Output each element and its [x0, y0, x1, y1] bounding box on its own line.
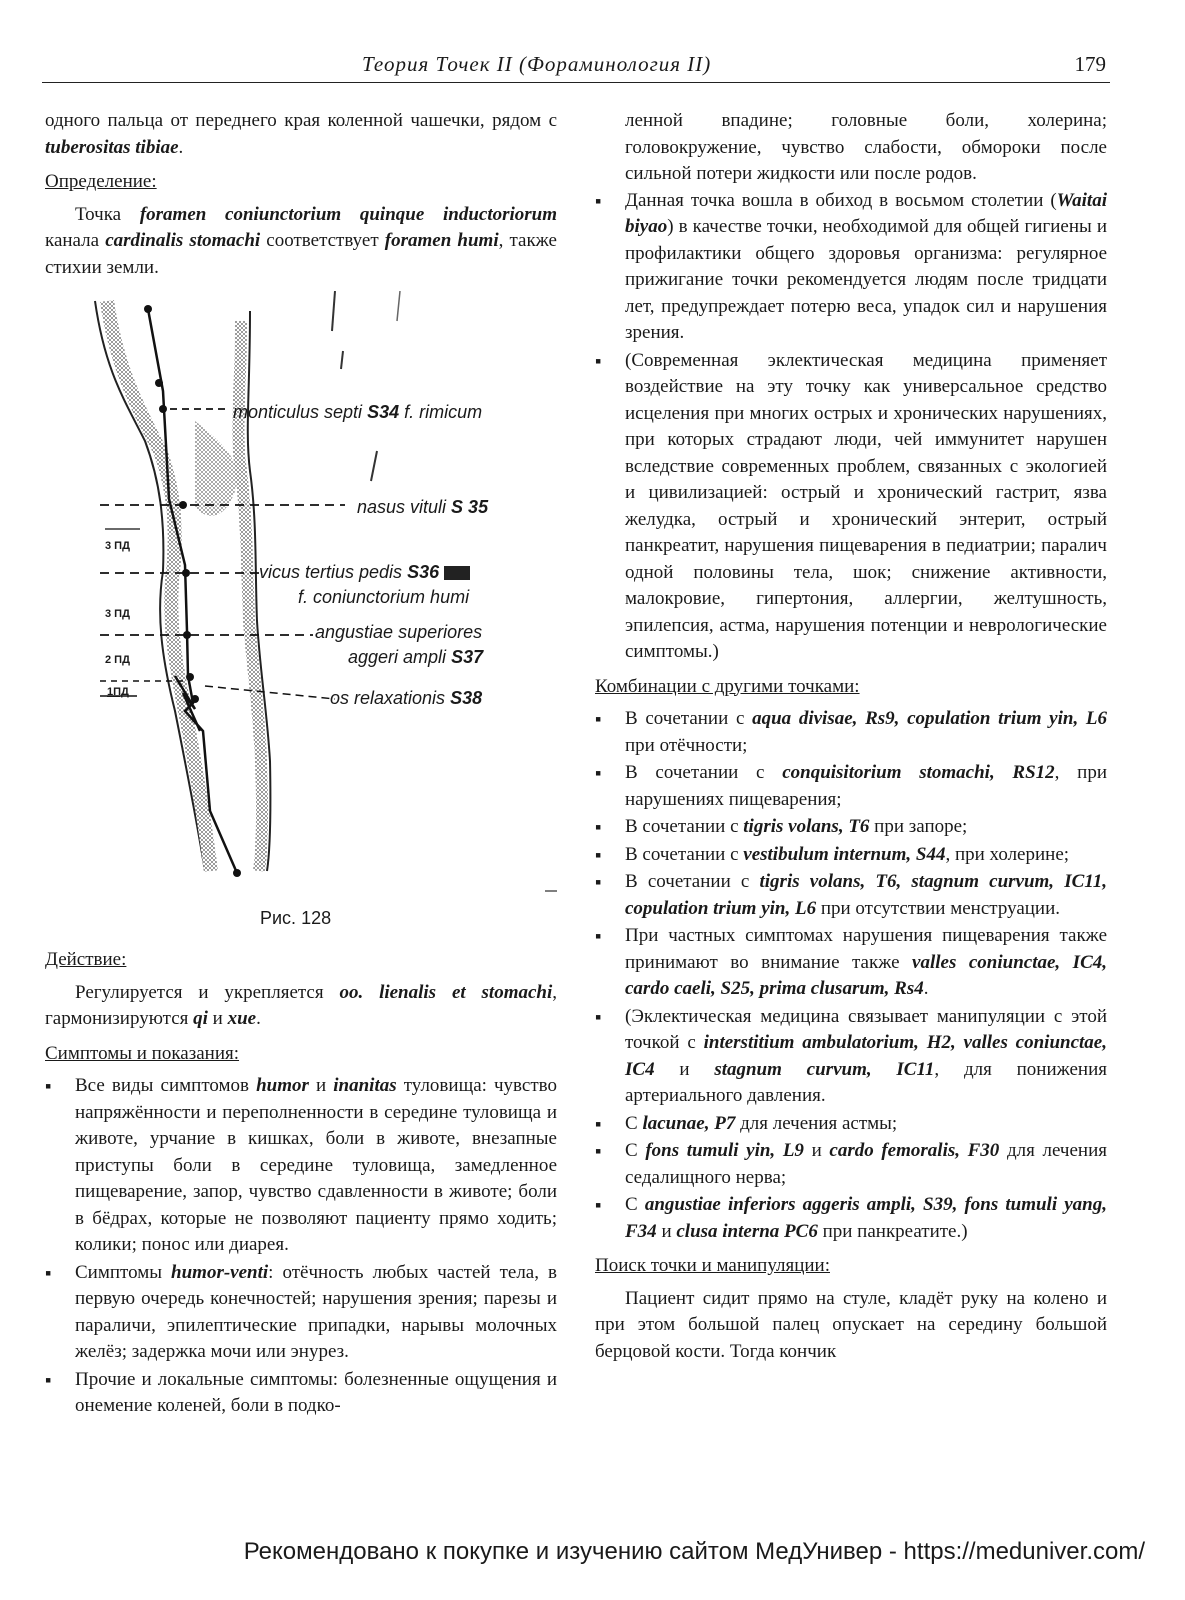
list-item: ▪ С angustiae inferiors aggeris ampli, S39, fons tumuli yang, F34 и clusa interna PC6 при панкреатите.) [595, 1192, 1107, 1245]
level-2pd: 2 ПД [105, 654, 130, 666]
search-paragraph: Пациент сидит прямо на стуле, кладёт руку на колено и при этом большой палец опускает на середину большой берцовой кости. Тогда кончик [595, 1287, 1107, 1362]
figure-caption: Рис. 128 [260, 908, 332, 928]
label-s37-line1: angustiae superiores [315, 622, 483, 642]
list-item: ▪ (Эклектическая медицина связывает манипуляции с этой точкой с interstitium ambulatorium, H2, valles coniunctae, IC4 и stagnum curvum, IC11, для понижения артериального давления. [595, 1004, 1107, 1110]
symptoms-list [45, 1073, 557, 1420]
list-item: ▪ С fons tumuli yin, L9 и cardo femoralis, F30 для лечения седалищного нерва; [595, 1138, 1107, 1191]
list-item: ▪ Симптомы humor-venti: отёчность любых частей тела, в первую очередь конечностей; нарушения зрения; парезы и параличи, эпилептические припадки, нарывы молочных желёз; задержка мочи или энурез. [45, 1260, 557, 1366]
footer-recommendation: Рекомендовано к покупке и изучению сайтом МедУнивер - https://meduniver.com/ [243, 1538, 1145, 1565]
list-item: ▪ Прочие и локальные симптомы: болезненные ощущения и онемение коленей, боли в подко- [45, 1367, 557, 1420]
running-header [42, 52, 1110, 83]
right-column [595, 108, 1107, 1365]
left-column [45, 108, 557, 1421]
label-s35: nasus vituli S 35 [357, 497, 489, 517]
notes-list [595, 188, 1107, 666]
list-item: ▪ В сочетании с aqua divisae, Rs9, copulation trium yin, L6 при отёчности; [595, 706, 1107, 759]
combinations-list [595, 706, 1107, 1245]
list-item: ▪ (Современная эклектическая медицина применяет воздействие на эту точку как универсальное средство исцеления при многих острых и хронических нарушениях, при которых страдают люди, чей иммунитет нарушен вследствие современных проблем, связанных с экологией и цивилизацией: острый и хронический гастрит, язва желудка, острый и хронический энтерит, острый панкреатит, нарушения пищеварения в педиатрии; паралич одной половины тела, шок; снижение активности, малокровие, гипертония, аллергии, желтушность, эпилепсия, астма, нарушения потенции и неврологические симптомы.) [595, 348, 1107, 666]
running-title: Теория Точек II (Фораминология II) [362, 52, 712, 76]
label-s38: os relaxationis S38 [330, 688, 483, 708]
level-3pd-lower: 3 ПД [105, 608, 130, 620]
level-3pd-upper: 3 ПД [105, 540, 130, 552]
definition-paragraph: Точка foramen coniunctorium quinque inductoriorum канала cardinalis stomachi соответствует foramen humi, также стихии земли. [45, 203, 558, 278]
combinations-heading: Комбинации с другими точками: [595, 675, 860, 697]
action-paragraph: Регулируется и укрепляется oo. lienalis et stomachi, гармонизируются qi и xue. [45, 981, 557, 1029]
leg-figure [45, 291, 557, 991]
label-s37-line2: aggeri ampli S37 [348, 647, 484, 667]
list-item: ▪ В сочетании с tigris volans, T6, stagnum curvum, IC11, copulation trium yin, L6 при отсутствии менструации. [595, 869, 1107, 922]
level-1pd: 1ПД [107, 686, 129, 698]
list-item: ▪ В сочетании с tigris volans, T6 при запоре; [595, 814, 1107, 841]
list-item: ▪ Данная точка вошла в обиход в восьмом столетии (Waitai biyao) в качестве точки, необходимой для общей гигиены и профилактики общего здоровья организма: регулярное прижигание точки рекомендуется людям после тридцати лет, предупреждает потерю веса, упадок сил и нарушения зрения. [595, 188, 1107, 347]
list-item: ▪ Все виды симптомов humor и inanitas туловища: чувство напряжённости и переполненности в середине туловища и животе, урчание в кишках, боли в животе, внезапные приступы боли в середине туловища, замедленное пищеварение, запор, чувство сдавленности в животе; боли в бёдрах, которые не позволяют пациенту прямо ходить; колики; понос или диарея. [45, 1073, 557, 1259]
page-number: 179 [1074, 52, 1106, 76]
list-item: ▪ При частных симптомах нарушения пищеварения также принимают во внимание также valles coniunctae, IC4, cardo caeli, S25, prima clusarum, Rs4. [595, 923, 1107, 1003]
symptoms-heading: Симптомы и показания: [45, 1042, 240, 1064]
list-item: ▪ С lacunae, P7 для лечения астмы; [595, 1111, 1107, 1138]
definition-heading: Определение: [45, 171, 157, 192]
action-heading: Действие: [45, 949, 127, 970]
list-item: ▪ В сочетании с vestibulum internum, S44, при холерине; [595, 842, 1107, 869]
label-s36-alt: f. coniunctorium humi [298, 587, 470, 607]
list-item: ▪ В сочетании с conquisitorium stomachi, RS12, при нарушениях пищеварения; [595, 760, 1107, 813]
continued-paragraph: ленной впадине; головные боли, холерина; головокружение, чувство слабости, обмороки после сильной потери жидкости или после родов. [625, 110, 1107, 184]
search-heading: Поиск точки и манипуляции: [595, 1255, 830, 1276]
intro-paragraph: одного пальца от переднего края коленной чашечки, рядом с tuberositas tibiae. [45, 110, 557, 158]
label-s36: vicus tertius pedis S36 [259, 559, 470, 586]
label-s34: monticulus septi S34 f. rimicum [233, 402, 483, 422]
